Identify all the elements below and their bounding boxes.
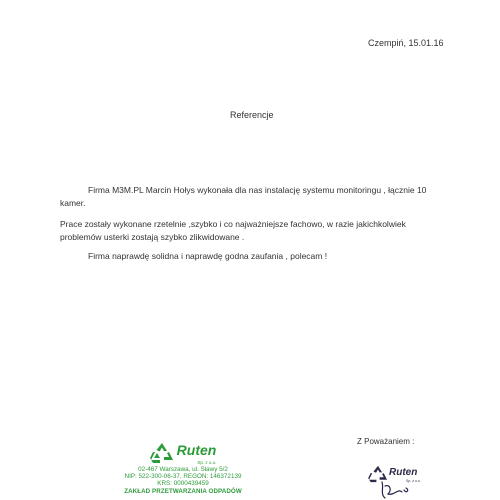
stamp-logo [108,440,258,466]
closing-salutation: Z Poważaniem : [357,437,415,446]
paragraph-2-line-1: Prace zostały wykonane rzetelnie ,szybko i co najważniejsze fachowo, w razie jakichkolwiek [60,219,406,229]
recycle-icon [150,442,174,464]
stamp-brand [177,442,217,465]
paragraph-1 [60,184,448,210]
stamp-nip-regon: NIP: 522-300-06-37, REGON: 146372139 [124,473,242,481]
letter-date: Czempiń, 15.01.16 [368,38,444,48]
paragraph-2 [60,218,440,244]
stamp-plant: ZAKŁAD PRZETWARZANIA ODPADÓW [124,487,242,495]
stamp-address: 02-467 Warszawa, ul. Sławy 5/2 [138,466,228,473]
paragraph-2-line-2: problemów usterki zostają szybko zlikwidowane . [60,232,245,242]
paragraph-3: Firma naprawdę solidna i naprawdę godna zaufania , polecam ! [88,251,328,261]
handwritten-signature [376,478,436,500]
stamp-brand-sub: Sp. z o.o. [197,459,217,465]
company-stamp [108,440,258,495]
letter-title: Referencje [230,110,274,120]
stamp2-brand-name: Ruten [389,467,418,478]
stamp-krs: KRS: 0000439459 [157,480,209,488]
paragraph-1-line-1: Firma M3M.PL Marcin Hołys wykonała dla nas instalację systemu monitoringu , łącznie 10 [88,185,427,195]
paragraph-1-line-2: kamer. [60,198,86,208]
stamp2-brand-sub: Sp. z o.o. [406,479,421,483]
stamp-brand-name: Ruten [176,441,217,458]
